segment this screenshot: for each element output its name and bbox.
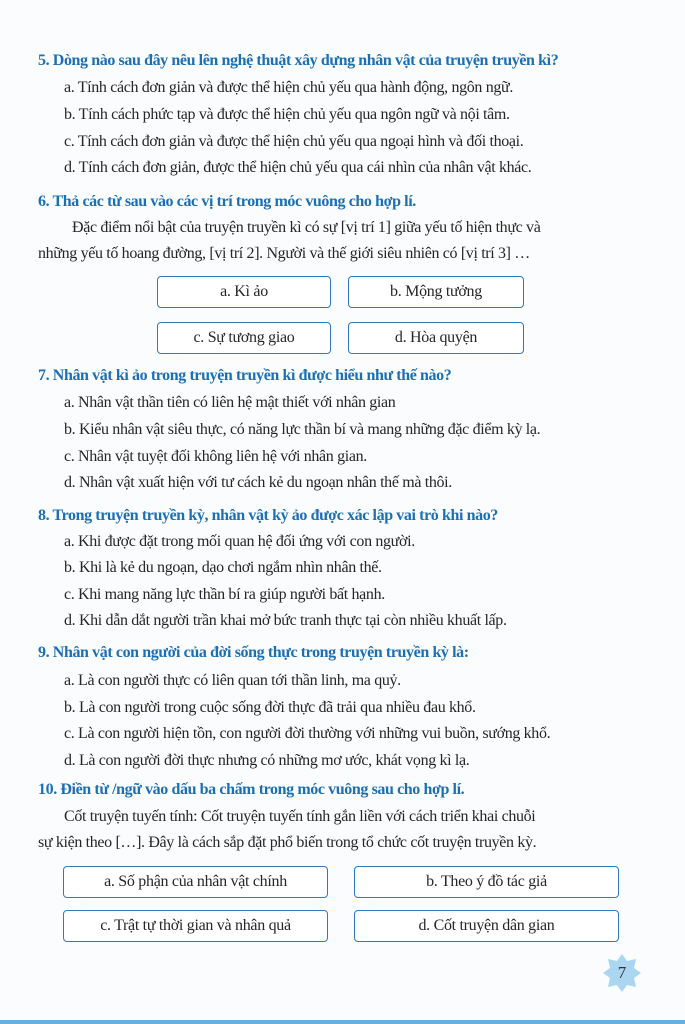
question-9-option-d: d. Là con người đời thực nhưng có những mơ ước, khát vọng kì lạ. xyxy=(64,752,470,769)
question-10-paragraph-line-1: Cốt truyện tuyến tính: Cốt truyện tuyến tính gắn liền với cách triển khai chuỗi xyxy=(64,808,536,825)
question-8-option-c: c. Khi mang năng lực thần bí ra giúp người bất hạnh. xyxy=(64,586,385,603)
question-9-option-b: b. Là con người trong cuộc sống đời thực đã trải qua nhiều đau khổ. xyxy=(64,699,476,716)
question-5-title: 5. Dòng nào sau đây nêu lên nghệ thuật xây dựng nhân vật của truyện truyền kì? xyxy=(38,52,559,69)
question-5-option-a: a. Tính cách đơn giản và được thể hiện chủ yếu qua hành động, ngôn ngữ. xyxy=(64,79,514,96)
question-8-title: 8. Trong truyện truyền kỳ, nhân vật kỳ ảo được xác lập vai trò khi nào? xyxy=(38,507,498,524)
question-7-title: 7. Nhân vật kì ảo trong truyện truyền kì được hiểu như thế nào? xyxy=(38,367,452,384)
question-7-option-a: a. Nhân vật thần tiên có liên hệ mật thiết với nhân gian xyxy=(64,394,396,411)
page-bottom-edge xyxy=(0,1020,685,1024)
question-5-option-b: b. Tính cách phức tạp và được thể hiện chủ yếu qua ngôn ngữ và nội tâm. xyxy=(64,106,510,123)
question-5-option-d: d. Tính cách đơn giản, được thể hiện chủ yếu qua cái nhìn của nhân vật khác. xyxy=(64,159,532,176)
question-10-choice-b[interactable]: b. Theo ý đồ tác giả xyxy=(354,866,619,898)
question-8-option-d: d. Khi dẫn dắt người trần khai mở bức tranh thực tại còn nhiều khuất lấp. xyxy=(64,612,507,629)
page-number: 7 xyxy=(617,963,627,982)
question-10-choice-c[interactable]: c. Trật tự thời gian và nhân quả xyxy=(63,910,328,942)
question-6-paragraph-line-2: những yếu tố hoang đường, [vị trí 2]. Người và thế giới siêu nhiên có [vị trí 3] … xyxy=(38,245,530,262)
question-9-option-a: a. Là con người thực có liên quan tới thần linh, ma quỷ. xyxy=(64,672,401,689)
question-8-option-b: b. Khi là kẻ du ngoạn, dạo chơi ngắm nhìn nhân thế. xyxy=(64,559,382,576)
question-7-option-b: b. Kiểu nhân vật siêu thực, có năng lực thần bí và mang những đặc điểm kỳ lạ. xyxy=(64,421,541,438)
question-7-option-c: c. Nhân vật tuyệt đối không liên hệ với nhân gian. xyxy=(64,448,367,465)
question-9-title: 9. Nhân vật con người của đời sống thực trong truyện truyền kỳ là: xyxy=(38,644,469,661)
question-9-option-c: c. Là con người hiện tồn, con người đời thường với những vui buồn, sướng khổ. xyxy=(64,725,551,742)
question-6-choice-c[interactable]: c. Sự tương giao xyxy=(157,322,331,354)
question-6-paragraph-line-1: Đặc điểm nổi bật của truyện truyền kì có sự [vị trí 1] giữa yếu tố hiện thực và xyxy=(72,219,541,236)
page-number-badge xyxy=(602,953,642,993)
question-10-choice-d[interactable]: d. Cốt truyện dân gian xyxy=(354,910,619,942)
question-10-paragraph-line-2: sự kiện theo […]. Đây là cách sắp đặt phổ biến trong tổ chức cốt truyện truyền kỳ. xyxy=(38,834,537,851)
question-6-choice-a[interactable]: a. Kì ảo xyxy=(157,276,331,308)
question-6-title: 6. Thả các từ sau vào các vị trí trong móc vuông cho hợp lí. xyxy=(38,193,416,210)
question-10-title: 10. Điền từ /ngữ vào dấu ba chấm trong móc vuông sau cho hợp lí. xyxy=(38,781,465,798)
question-10-choice-a[interactable]: a. Số phận của nhân vật chính xyxy=(63,866,328,898)
question-6-choice-b[interactable]: b. Mộng tưởng xyxy=(348,276,524,308)
question-6-choice-d[interactable]: d. Hòa quyện xyxy=(348,322,524,354)
question-8-option-a: a. Khi được đặt trong mối quan hệ đối ứng với con người. xyxy=(64,533,415,550)
question-7-option-d: d. Nhân vật xuất hiện với tư cách kẻ du ngoạn nhân thế mà thôi. xyxy=(64,474,452,491)
question-5-option-c: c. Tính cách đơn giản và được thể hiện chủ yếu qua ngoại hình và đối thoại. xyxy=(64,133,524,150)
